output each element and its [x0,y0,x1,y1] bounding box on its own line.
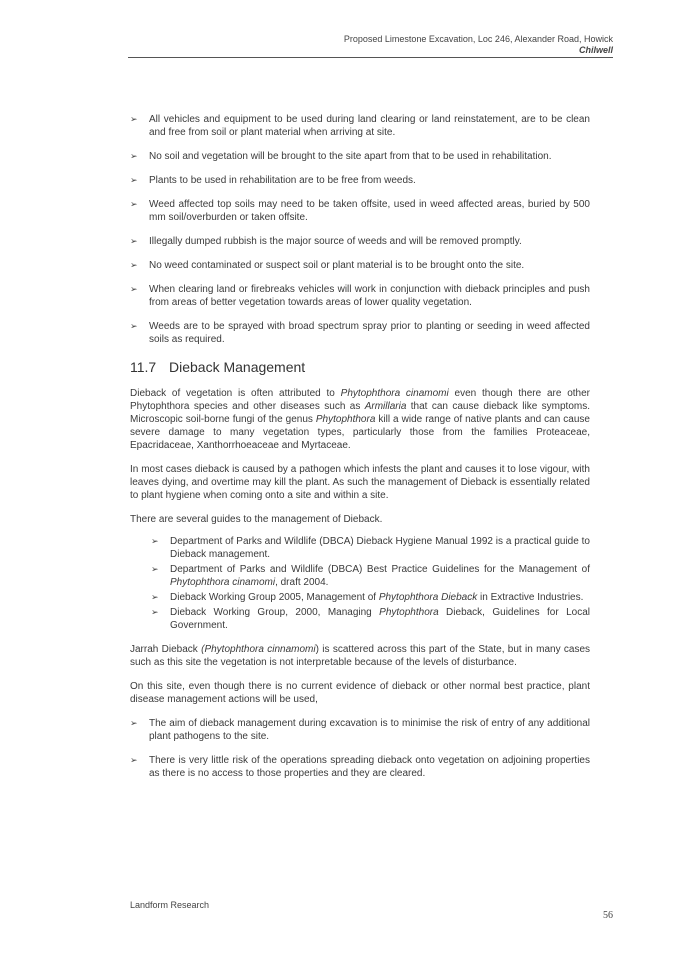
arrow-bullet-icon: ➢ [130,755,138,765]
arrow-bullet-icon: ➢ [130,151,138,161]
list-item: ➢ No weed contaminated or suspect soil or plant material is to be brought onto the site. [130,260,525,271]
list-item: ➢ Dieback Working Group, 2000, Managing Phytophthora Dieback, Guidelines for Local Government. [151,607,590,631]
dieback-actions-bullets [130,717,590,780]
arrow-bullet-icon: ➢ [130,199,138,209]
section-heading [130,358,590,376]
list-item: ➢ Dieback Working Group 2005, Management of Phytophthora Dieback in Extractive Industries. [151,592,584,603]
arrow-bullet-icon: ➢ [130,321,138,331]
arrow-bullet-icon: ➢ [130,114,138,124]
page-number: 56 [603,910,613,921]
list-item: ➢ Department of Parks and Wildlife (DBCA) Best Practice Guidelines for the Management of Phytophthora cinamomi, draft 2004. [151,564,590,588]
arrow-bullet-icon: ➢ [151,536,159,546]
page-body [130,113,590,791]
arrow-bullet-icon: ➢ [151,607,159,617]
arrow-bullet-icon: ➢ [130,718,138,728]
list-item: ➢ Department of Parks and Wildlife (DBCA) Dieback Hygiene Manual 1992 is a practical guide to Dieback management. [151,536,590,560]
arrow-bullet-icon: ➢ [130,175,138,185]
footer-company: Landform Research [130,900,210,910]
weed-management-bullets [130,113,590,346]
dieback-guides-list [151,535,590,632]
paragraph-jarrah-dieback: Jarrah Dieback (Phytophthora cinnamomi) is scattered across this part of the State, but in many cases such as this site the vegetation is not interpretable because of the levels of disturbance. [130,644,591,668]
list-item: ➢ No soil and vegetation will be brought to the site apart from that to be used in rehabilitation. [130,151,552,162]
header-document-title: Proposed Limestone Excavation, Loc 246, Alexander Road, Howick [343,34,613,44]
list-item: ➢ All vehicles and equipment to be used during land clearing or land reinstatement, are to be clean and free from soil or plant material when arriving at site. [130,114,590,138]
paragraph-guides-intro: There are several guides to the management of Dieback. [130,514,383,525]
paragraph-dieback-intro: Dieback of vegetation is often attributed to Phytophthora cinamomi even though there are other Phytophthora species and other diseases such as Armillaria that can cause dieback like symptoms. Microscopic soil-borne fungi of the genus Phytophthora kill a wide range of native plants and can cause severe damage to many vegetation types, particularly those from the families Proteaceae, Epacridaceae, Xanthorrhoeaceae and Myrtaceae. [130,388,591,451]
list-item: ➢ There is very little risk of the operations spreading dieback onto vegetation on adjoining properties as there is no access to those properties and they are cleared. [130,755,590,779]
page-header [113,34,613,56]
header-divider [128,57,613,58]
arrow-bullet-icon: ➢ [151,564,159,574]
paragraph-site-actions: On this site, even though there is no current evidence of dieback or other normal best practice, plant disease management actions will be used, [130,681,590,705]
list-item: ➢ Weed affected top soils may need to be taken offsite, used in weed affected areas, buried by 500 mm soil/overburden or taken offsite. [130,199,590,223]
list-item: ➢ Illegally dumped rubbish is the major source of weeds and will be removed promptly. [130,236,522,247]
arrow-bullet-icon: ➢ [130,260,138,270]
list-item: ➢ When clearing land or firebreaks vehicles will work in conjunction with dieback principles and push from areas of better vegetation towards areas of lower quality vegetation. [130,284,590,308]
header-client-name: Chilwell [578,45,613,55]
section-number: 11.7 [130,359,157,375]
arrow-bullet-icon: ➢ [151,592,159,602]
arrow-bullet-icon: ➢ [130,236,138,246]
list-item: ➢ The aim of dieback management during excavation is to minimise the risk of entry of any additional plant pathogens to the site. [130,718,590,742]
paragraph-dieback-cause: In most cases dieback is caused by a pathogen which infests the plant and causes it to lose vigour, with leaves dying, and overtime may kill the plant. As such the management of Dieback is essentially related to plant hygiene when coming onto a site and within a site. [130,464,590,501]
section-title: Dieback Management [169,359,306,375]
arrow-bullet-icon: ➢ [130,284,138,294]
list-item: ➢ Weeds are to be sprayed with broad spectrum spray prior to planting or seeding in weed affected soils as required. [130,321,590,345]
list-item: ➢ Plants to be used in rehabilitation are to be free from weeds. [130,175,416,186]
